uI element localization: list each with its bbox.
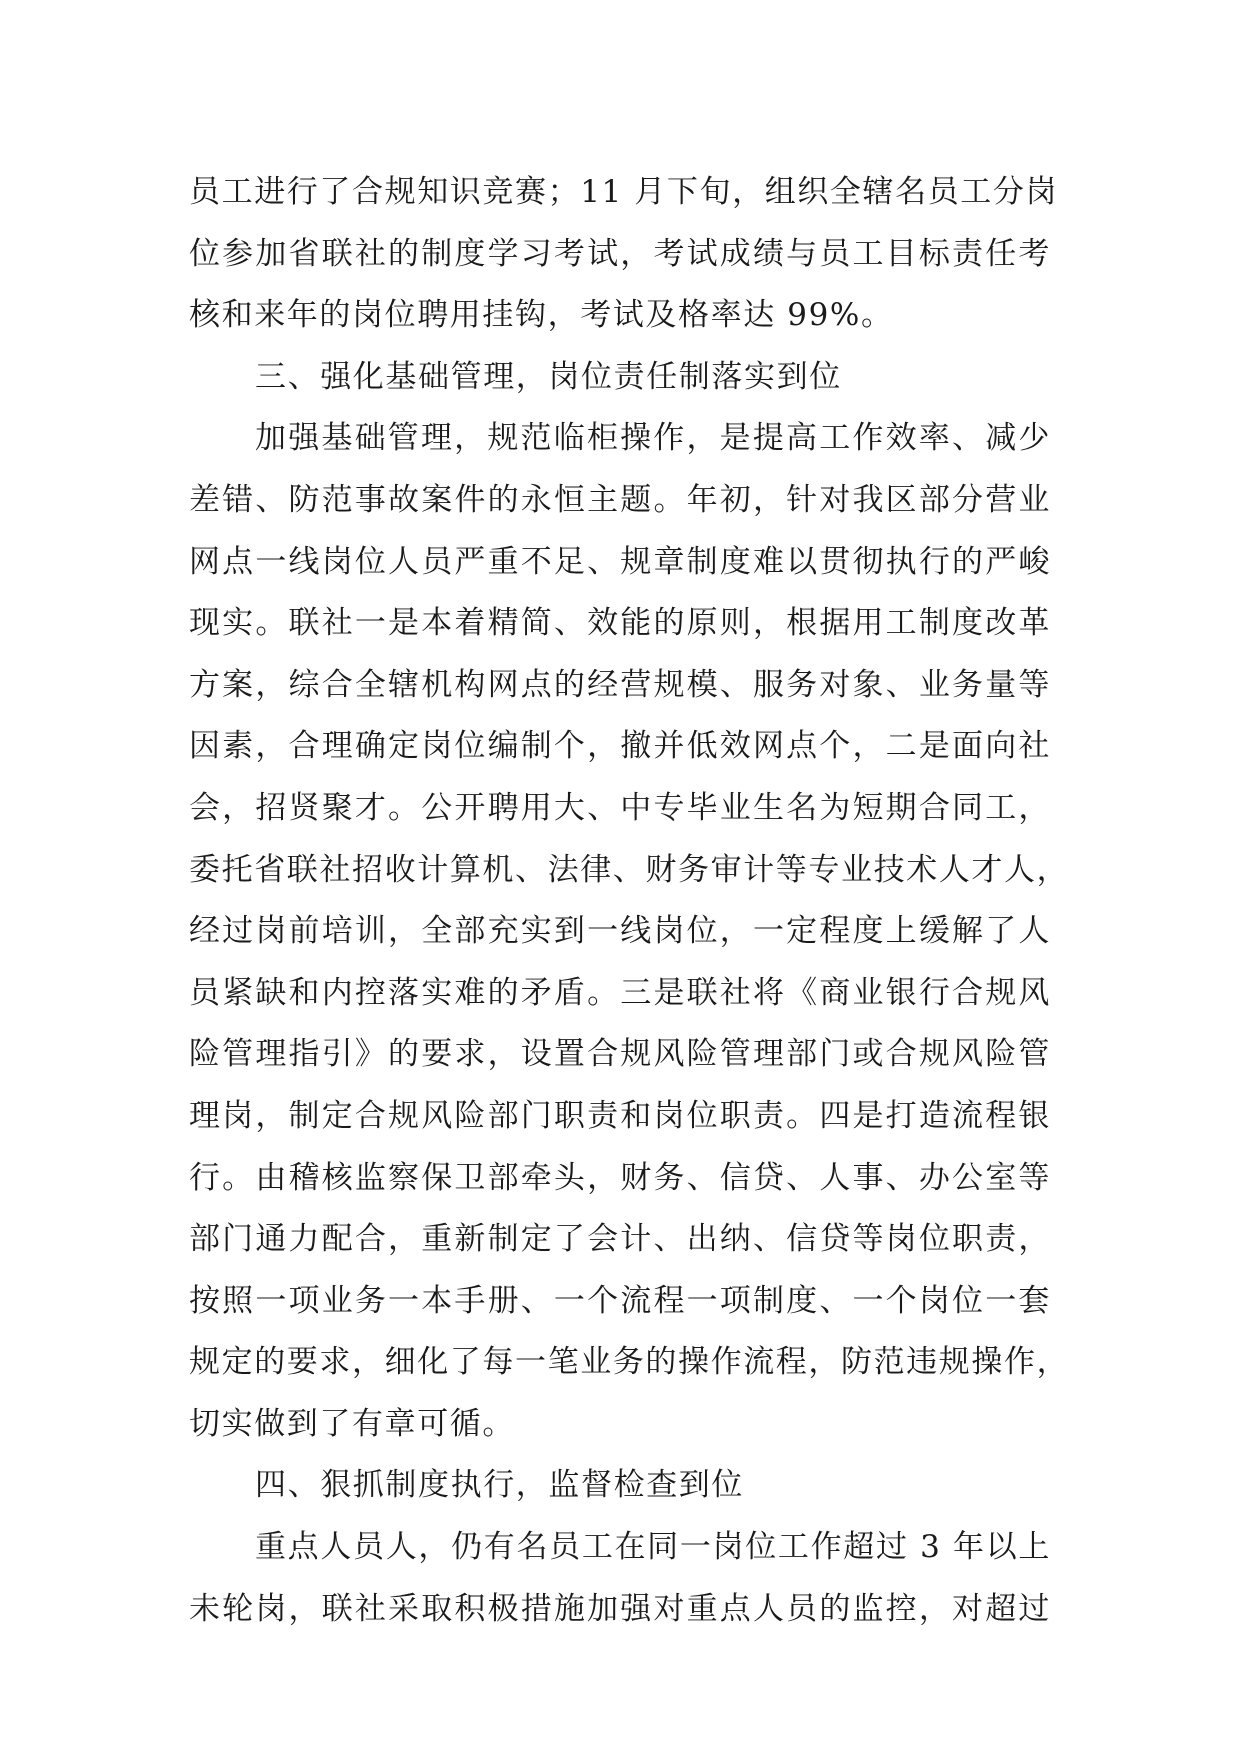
text-line: 加强基础管理，规范临柜操作，是提高工作效率、减少 [255, 420, 1051, 457]
text-line: 现实。联社一是本着精简、效能的原则，根据用工制度改革 [189, 605, 1051, 642]
text-line: 重点人员人，仍有名员工在同一岗位工作超过 3 年以上 [255, 1529, 1051, 1566]
section-heading: 三、强化基础管理，岗位责任制落实到位 [255, 358, 842, 395]
text-line: 切实做到了有章可循。 [189, 1405, 515, 1442]
text-line: 行。由稽核监察保卫部牵头，财务、信贷、人事、办公室等 [189, 1159, 1051, 1196]
text-line: 网点一线岗位人员严重不足、规章制度难以贯彻执行的严峻 [189, 543, 1051, 580]
text-line: 方案，综合全辖机构网点的经营规模、服务对象、业务量等 [189, 666, 1051, 703]
text-line: 未轮岗，联社采取积极措施加强对重点人员的监控，对超过 [189, 1590, 1051, 1627]
text-line: 按照一项业务一本手册、一个流程一项制度、一个岗位一套 [189, 1282, 1051, 1319]
text-line: 员工进行了合规知识竞赛；11 月下旬，组织全辖名员工分岗 [189, 174, 1059, 210]
text-line: 规定的要求，细化了每一笔业务的操作流程，防范违规操作， [189, 1344, 1070, 1381]
text-line: 会，招贤聚才。公开聘用大、中专毕业生名为短期合同工， [189, 789, 1051, 826]
section-heading: 四、狠抓制度执行，监督检查到位 [255, 1467, 744, 1504]
text-line: 经过岗前培训，全部充实到一线岗位，一定程度上缓解了人 [189, 913, 1051, 950]
document-body [189, 162, 1070, 1640]
text-line: 委托省联社招收计算机、法律、财务审计等专业技术人才人， [189, 851, 1070, 888]
text-line: 位参加省联社的制度学习考试，考试成绩与员工目标责任考 [189, 235, 1051, 272]
text-line: 因素，合理确定岗位编制个，撤并低效网点个，二是面向社 [189, 728, 1051, 765]
text-line: 员紧缺和内控落实难的矛盾。三是联社将《商业银行合规风 [189, 974, 1051, 1011]
text-line: 险管理指引》的要求，设置合规风险管理部门或合规风险管 [189, 1036, 1051, 1073]
text-line: 差错、防范事故案件的永恒主题。年初，针对我区部分营业 [189, 481, 1051, 518]
text-line: 核和来年的岗位聘用挂钩，考试及格率达 99%。 [189, 297, 894, 334]
text-line: 部门通力配合，重新制定了会计、出纳、信贷等岗位职责， [189, 1221, 1051, 1258]
text-line: 理岗，制定合规风险部门职责和岗位职责。四是打造流程银 [189, 1097, 1051, 1134]
